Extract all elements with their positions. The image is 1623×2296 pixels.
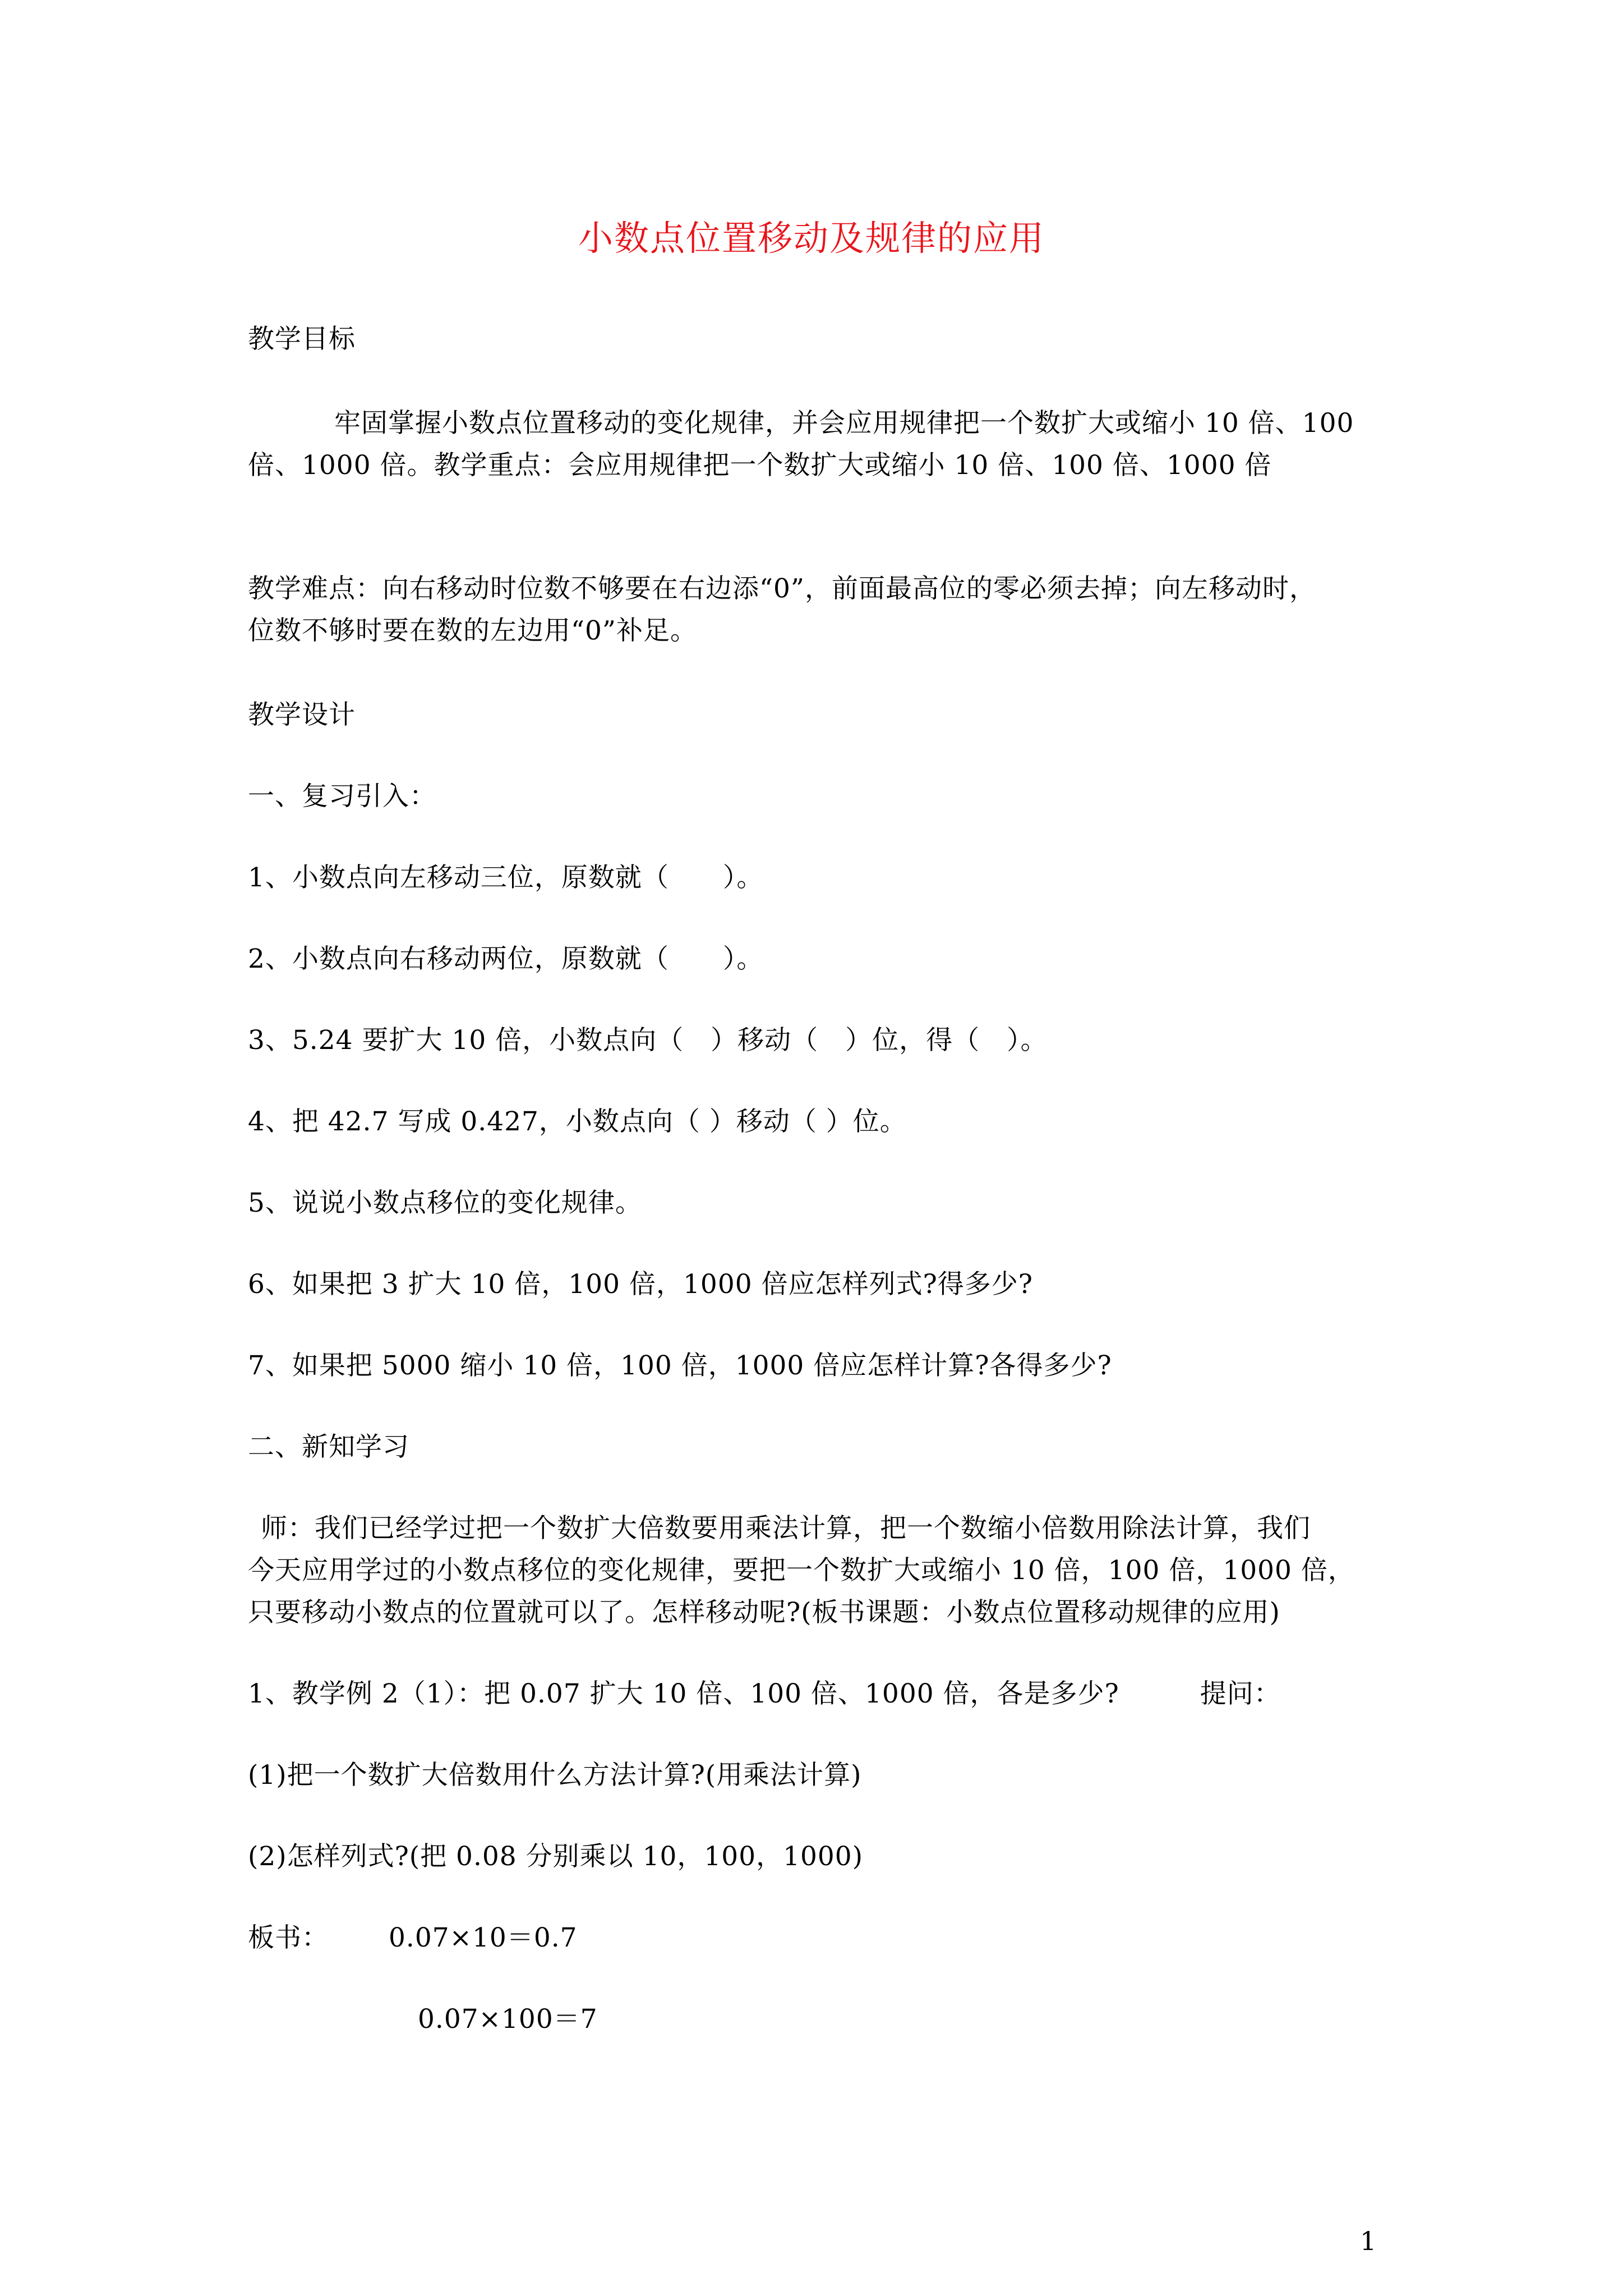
part1-heading: 一、复习引入：: [248, 781, 436, 812]
page-number: 1: [1360, 2226, 1377, 2256]
teacher-paragraph-line-2: 今天应用学过的小数点移位的变化规律，要把一个数扩大或缩小 10 倍，100 倍，1000 倍，: [248, 1555, 1355, 1586]
part2-heading: 二、新知学习: [248, 1432, 409, 1462]
example-line: 1、教学例 2（1）：把 0.07 扩大 10 倍、100 倍、1000 倍，各是多少? 提问：: [248, 1678, 1281, 1709]
question-2: (2)怎样列式?(把 0.08 分别乘以 10，100，1000): [248, 1841, 864, 1872]
review-item: 7、如果把 5000 缩小 10 倍，100 倍，1000 倍应怎样计算?各得多少?: [248, 1350, 1112, 1381]
section-heading-objective: 教学目标: [248, 324, 356, 355]
question-1: (1)把一个数扩大倍数用什么方法计算?(用乘法计算): [248, 1760, 862, 1791]
board-label: 板书：: [248, 1922, 329, 1953]
teacher-paragraph-line-1: 师：我们已经学过把一个数扩大倍数要用乘法计算，把一个数缩小倍数用除法计算，我们: [261, 1513, 1311, 1544]
board-equation-2: 0.07×100＝7: [418, 2004, 598, 2035]
review-item: 2、小数点向右移动两位，原数就（ ）。: [248, 944, 764, 974]
board-equation-1: 0.07×10＝0.7: [389, 1922, 578, 1953]
objective-paragraph-line-1: 牢固掌握小数点位置移动的变化规律，并会应用规律把一个数扩大或缩小 10 倍、100: [334, 408, 1354, 439]
review-item: 3、5.24 要扩大 10 倍，小数点向（ ）移动（ ）位，得（ ）。: [248, 1025, 1048, 1056]
teacher-paragraph-line-3: 只要移动小数点的位置就可以了。怎样移动呢?(板书课题：小数点位置移动规律的应用): [248, 1597, 1280, 1628]
difficulty-paragraph-line-1: 教学难点：向右移动时位数不够要在右边添“0”，前面最高位的零必须去掉；向左移动时，: [248, 573, 1316, 604]
review-item: 1、小数点向左移动三位，原数就（ ）。: [248, 862, 764, 893]
review-item: 5、说说小数点移位的变化规律。: [248, 1188, 642, 1218]
section-heading-design: 教学设计: [248, 700, 356, 730]
difficulty-paragraph-line-2: 位数不够时要在数的左边用“0”补足。: [248, 615, 697, 646]
document-title: 小数点位置移动及规律的应用: [578, 218, 1045, 259]
objective-paragraph-line-2: 倍、1000 倍。教学重点：会应用规律把一个数扩大或缩小 10 倍、100 倍、1000 倍: [248, 450, 1272, 481]
review-item: 6、如果把 3 扩大 10 倍，100 倍，1000 倍应怎样列式?得多少?: [248, 1269, 1033, 1300]
review-item: 4、把 42.7 写成 0.427，小数点向（ ）移动（ ）位。: [248, 1106, 907, 1137]
